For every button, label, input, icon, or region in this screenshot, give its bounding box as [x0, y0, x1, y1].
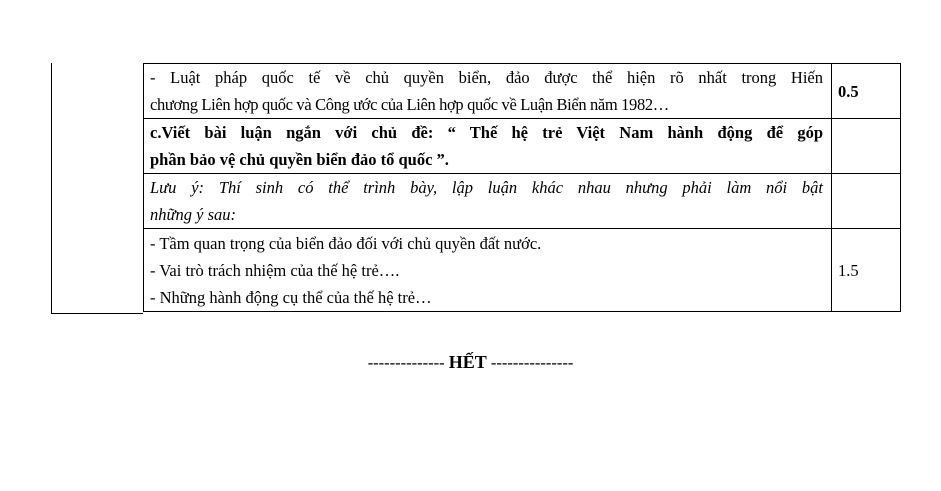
table-row	[144, 174, 901, 229]
end-label: HẾT	[448, 352, 487, 372]
content-line: phần bảo vệ chủ quyền biển đảo tổ quốc ”.	[150, 150, 449, 169]
content-line: chương Liên hợp quốc và Công ước của Liên hợp quốc về Luận Biển năm 1982…	[150, 95, 669, 114]
content-line: - Luật pháp quốc tế về chủ quyền biển, đảo được thể hiện rõ nhất trong Hiến	[150, 68, 823, 87]
score-cell: 1.5	[832, 229, 901, 312]
table-row	[144, 229, 901, 312]
question-number-column	[51, 63, 143, 314]
content-line: Lưu ý: Thí sinh có thể trình bày, lập luận khác nhau nhưng phải làm nổi bật	[150, 178, 823, 197]
score-cell	[832, 174, 901, 229]
content-line: những ý sau:	[150, 205, 236, 224]
content-line: - Những hành động cụ thể của thế hệ trẻ…	[150, 287, 432, 307]
dashes-left: --------------	[367, 353, 445, 372]
answer-content-cell	[144, 229, 832, 312]
content-line: - Vai trò trách nhiệm của thế hệ trẻ….	[150, 260, 400, 280]
note-cell	[144, 174, 832, 229]
grading-table	[143, 63, 901, 312]
dashes-right: ---------------	[490, 353, 574, 372]
answer-content-cell	[144, 64, 832, 119]
score-cell: 0.5	[832, 64, 901, 119]
section-heading-cell	[144, 119, 832, 174]
content-line: - Tầm quan trọng của biển đảo đối với chủ quyền đất nước.	[150, 233, 542, 253]
score-cell	[832, 119, 901, 174]
end-marker	[0, 352, 941, 373]
table-row	[144, 119, 901, 174]
content-line: c.Viết bài luận ngắn với chủ đề: “ Thế hệ trẻ Việt Nam hành động để góp	[150, 123, 823, 142]
table-row	[144, 64, 901, 119]
